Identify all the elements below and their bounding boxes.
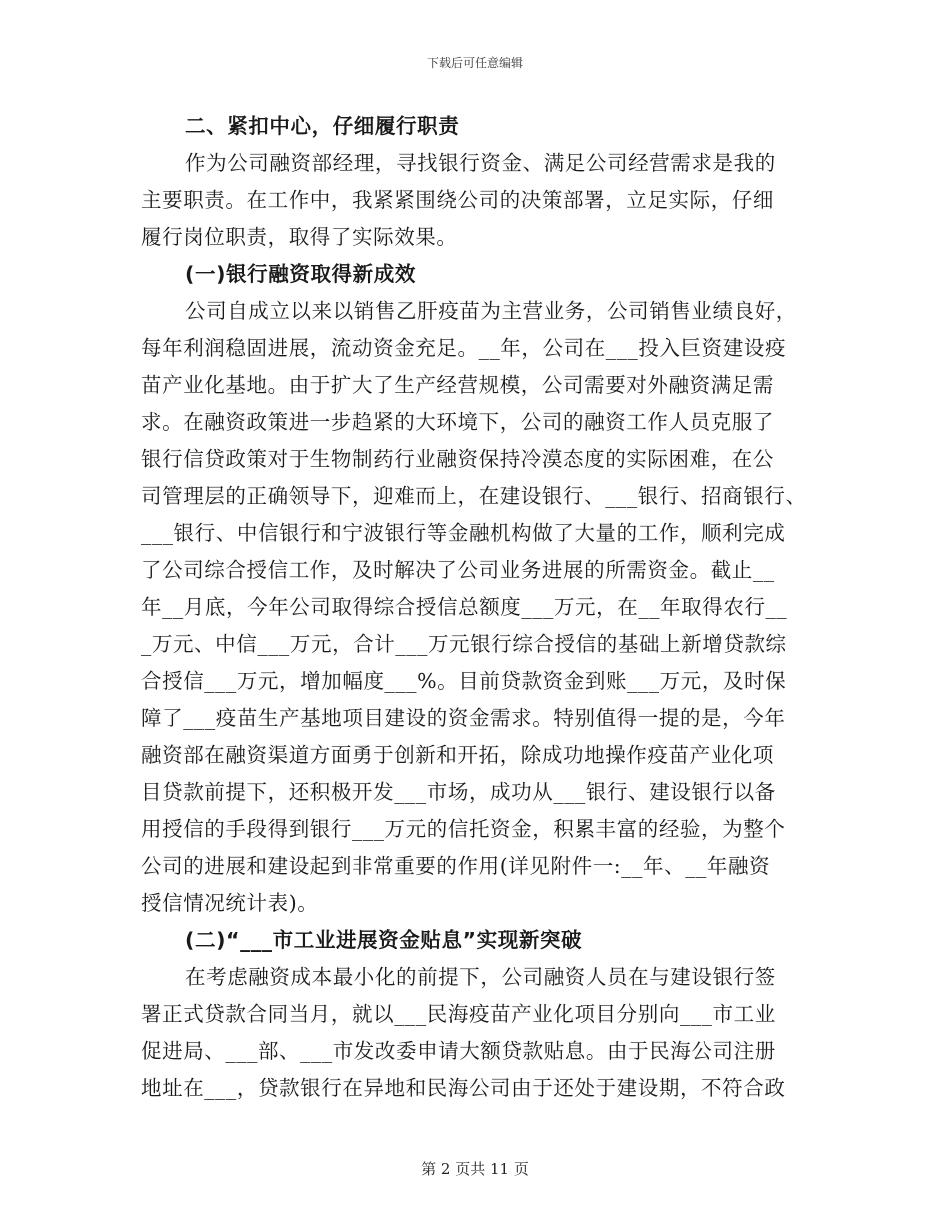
- paragraph-line: 苗产业化基地。由于扩大了生产经营规模，公司需要对外融资满足需: [141, 373, 774, 397]
- paragraph-line: _万元、中信___万元，合计___万元银行综合授信的基础上新增贷款综: [141, 632, 787, 656]
- paragraph-line: 地址在___，贷款银行在异地和民海公司由于还处于建设期，不符合政: [141, 1076, 786, 1100]
- section-heading: 二、紧扣中心，仔细履行职责: [185, 114, 460, 138]
- paragraph-line: 年__月底，今年公司取得综合授信总额度___万元，在__年取得农行__: [141, 595, 788, 619]
- paragraph-line: 公司自成立以来以销售乙肝疫苗为主营业务，公司销售业绩良好，: [185, 299, 797, 323]
- paragraph-line: 银行信贷政策对于生物制药行业融资保持冷漠态度的实际困难，在公: [141, 447, 774, 471]
- paragraph-line: 在考虑融资成本最小化的前提下，公司融资人员在与建设银行签: [185, 965, 776, 989]
- paragraph-line: 主要职责。在工作中，我紧紧围绕公司的决策部署，立足实际，仔细: [141, 188, 774, 212]
- paragraph-line: 融资部在融资渠道方面勇于创新和开拓，除成功地操作疫苗产业化项: [141, 743, 774, 767]
- subsection-heading: (二)“___市工业进展资金贴息”实现新突破: [185, 928, 583, 952]
- paragraph-line: ___银行、中信银行和宁波银行等金融机构做了大量的工作，顺利完成: [141, 521, 786, 545]
- paragraph-line: 履行岗位职责，取得了实际效果。: [141, 225, 458, 249]
- subsection-heading: (一)银行融资取得新成效: [185, 262, 416, 286]
- paragraph-line: 司管理层的正确领导下，迎难而上，在建设银行、___银行、招商银行、: [141, 484, 807, 508]
- paragraph-line: 作为公司融资部经理，寻找银行资金、满足公司经营需求是我的: [185, 151, 776, 175]
- page-footer: 第 2 页共 11 页: [421, 1160, 529, 1178]
- paragraph-line: 了公司综合授信工作，及时解决了公司业务进展的所需资金。截止__: [141, 558, 775, 582]
- paragraph-line: 障了___疫苗生产基地项目建设的资金需求。特别值得一提的是，今年: [141, 706, 786, 730]
- paragraph-line: 求。在融资政策进一步趋紧的大环境下，公司的融资工作人员克服了: [141, 410, 774, 434]
- paragraph-line: 授信情况统计表)。: [141, 891, 319, 915]
- paragraph-line: 合授信___万元，增加幅度___%。目前贷款资金到账___万元，及时保: [141, 669, 787, 693]
- paragraph-line: 公司的进展和建设起到非常重要的作用(详见附件一:__年、__年融资: [141, 854, 771, 878]
- paragraph-line: 署正式贷款合同当月，就以___民海疫苗产业化项目分别向___市工业: [141, 1002, 776, 1026]
- paragraph-line: 每年利润稳固进展，流动资金充足。__年，公司在___投入巨资建设疫: [141, 336, 787, 360]
- page-header: 下载后可任意编辑: [426, 56, 523, 70]
- paragraph-line: 促进局、___部、___市发改委申请大额贷款贴息。由于民海公司注册: [141, 1039, 776, 1063]
- document-body: [141, 108, 809, 1107]
- paragraph-line: 用授信的手段得到银行___万元的信托资金，积累丰富的经验，为整个: [141, 817, 786, 841]
- paragraph-line: 目贷款前提下，还积极开发___市场，成功从___银行、建设银行以备: [141, 780, 776, 804]
